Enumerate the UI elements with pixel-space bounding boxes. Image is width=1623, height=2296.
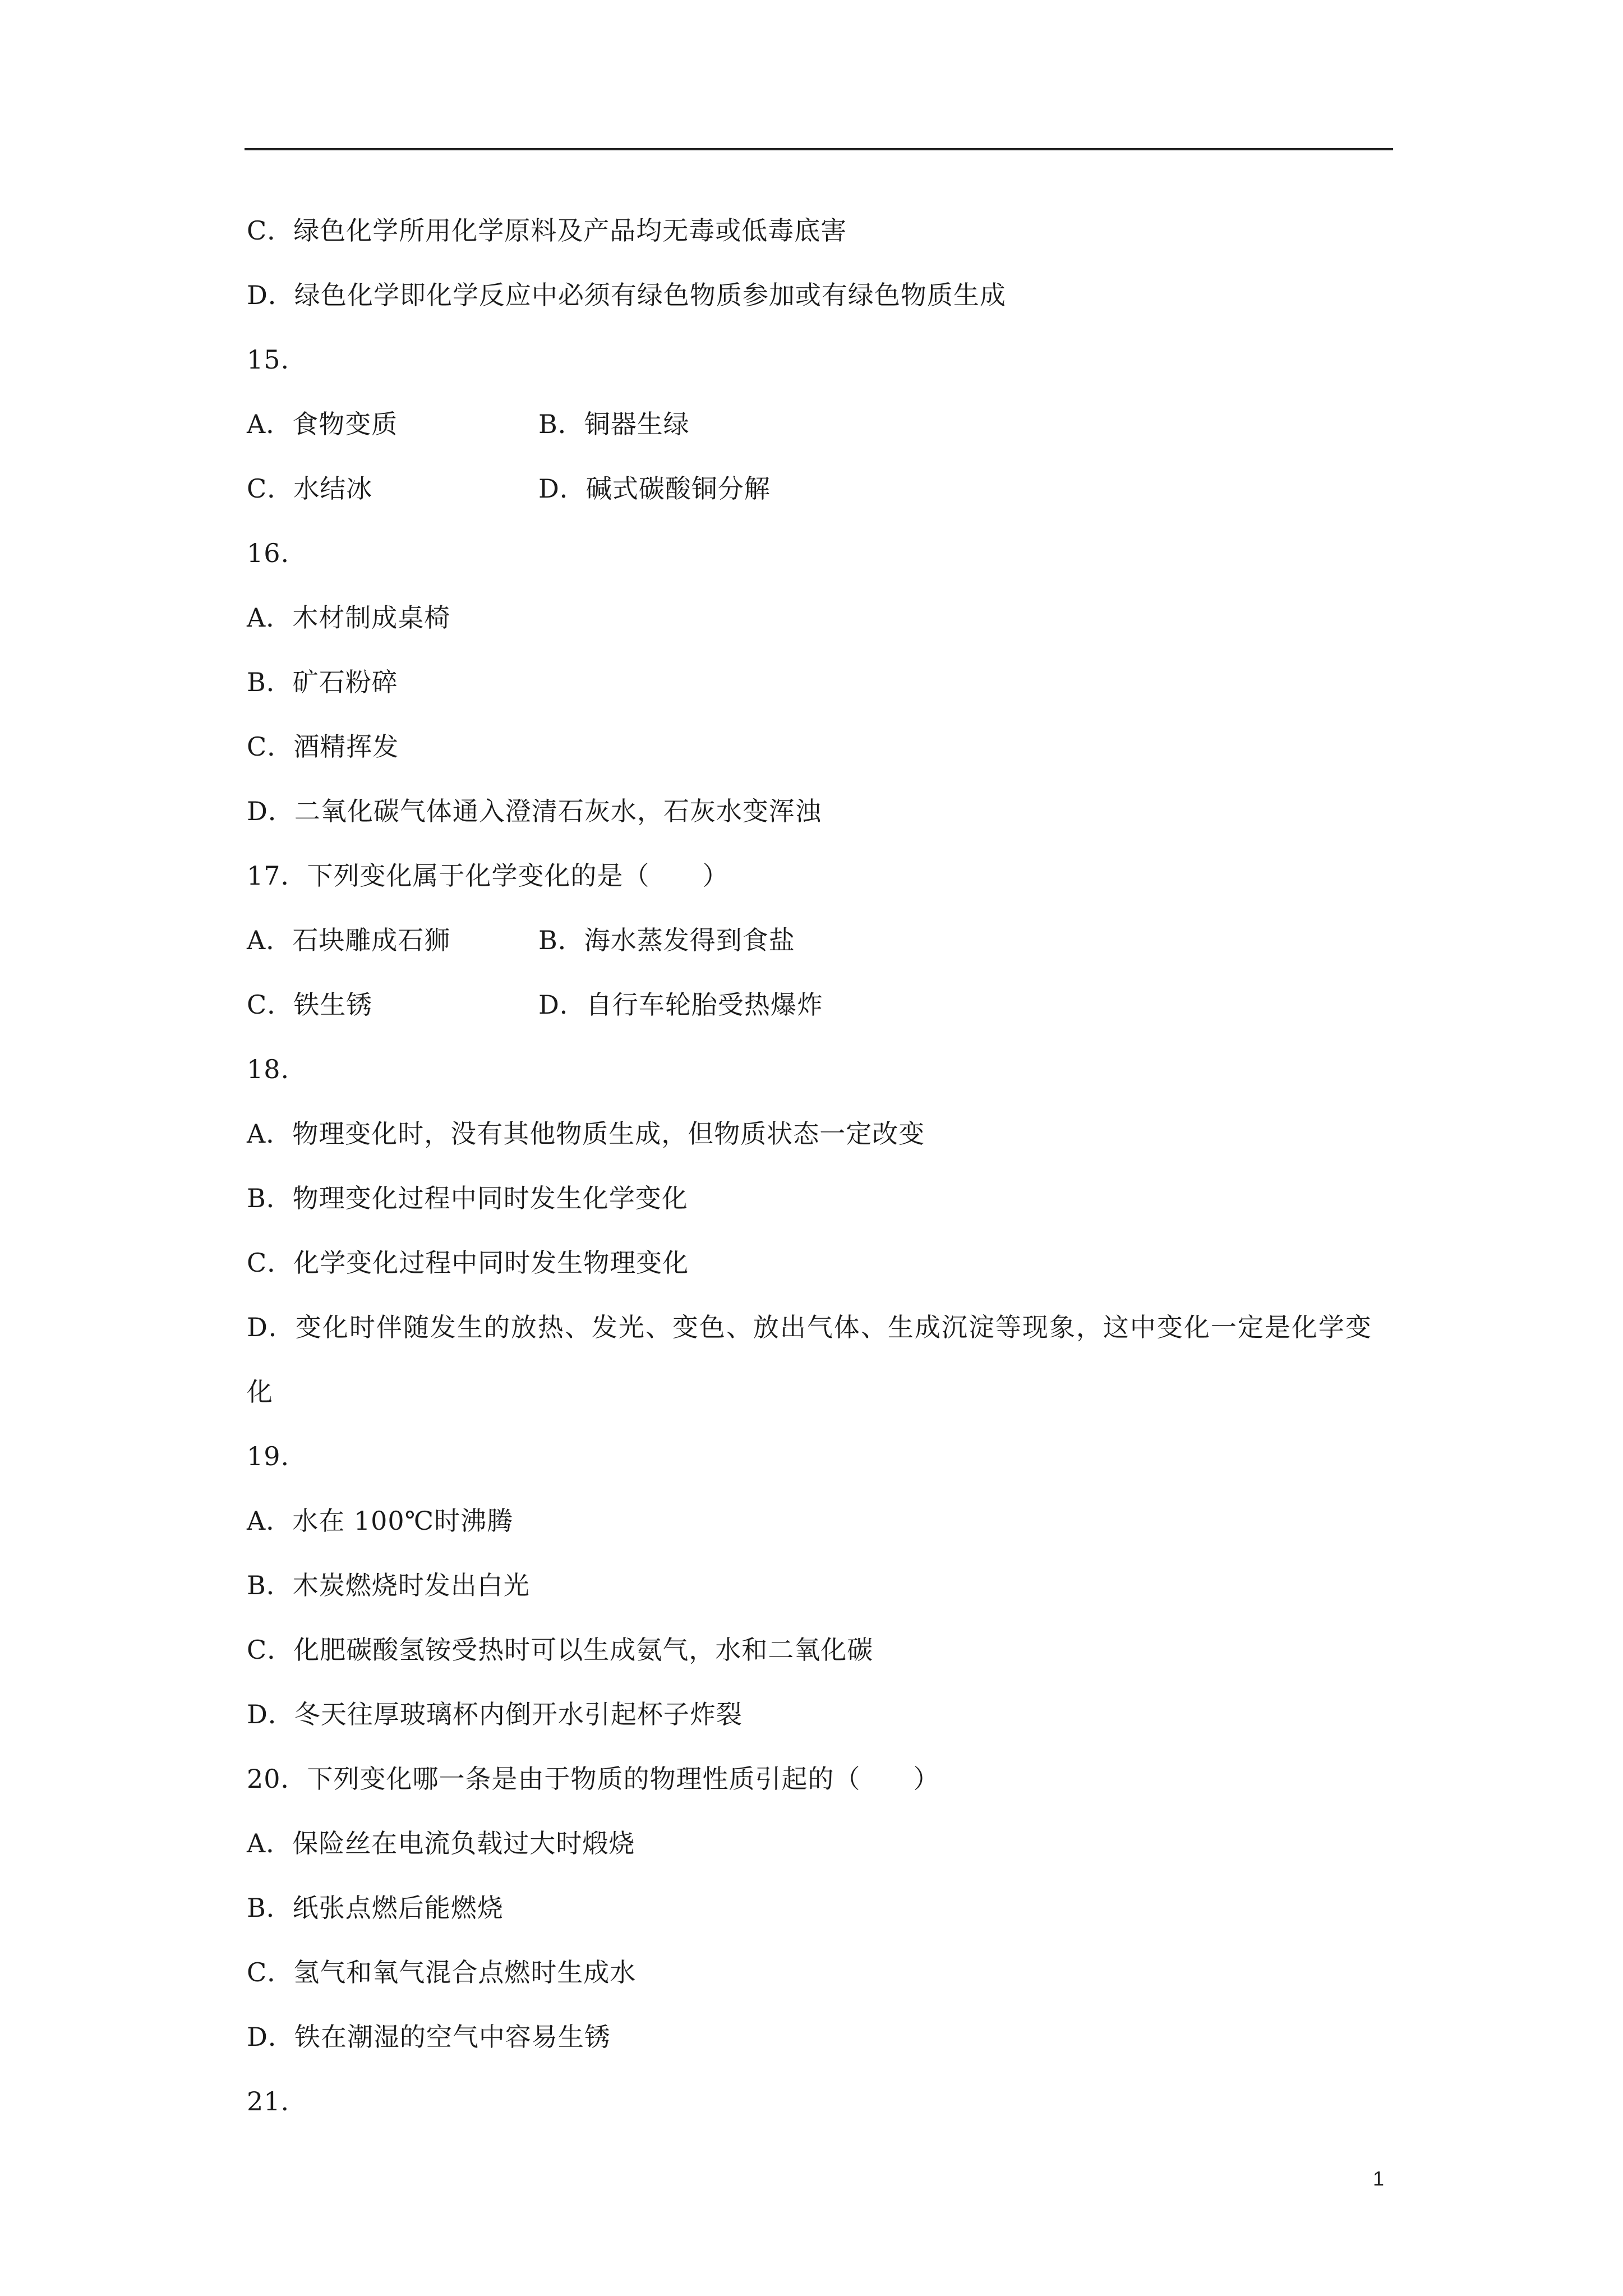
question-15-option-c: C．水结冰 bbox=[247, 473, 373, 504]
question-17-option-d: D．自行车轮胎受热爆炸 bbox=[538, 990, 823, 1020]
question-17-option-b: B．海水蒸发得到食盐 bbox=[538, 925, 795, 955]
question-20-stem: 20．下列变化哪一条是由于物质的物理性质引起的（ ） bbox=[247, 1764, 940, 1794]
question-21-number: 21. bbox=[247, 2086, 290, 2116]
question-18-option-b: B．物理变化过程中同时发生化学变化 bbox=[247, 1183, 688, 1213]
question-15-option-a: A．食物变质 bbox=[247, 409, 398, 439]
page-number: 1 bbox=[1373, 2167, 1385, 2190]
question-20-option-b: B．纸张点燃后能燃烧 bbox=[247, 1893, 504, 1923]
question-16-option-a: A．木材制成桌椅 bbox=[247, 602, 451, 633]
header-rule bbox=[245, 148, 1393, 150]
question-19-option-b: B．木炭燃烧时发出白光 bbox=[247, 1570, 530, 1600]
question-15-option-b: B．铜器生绿 bbox=[538, 409, 690, 439]
question-18-option-d: D．变化时伴随发生的放热、发光、变色、放出气体、生成沉淀等现象，这中变化一定是化学变化 bbox=[247, 1312, 1372, 1407]
question-16-option-c: C．酒精挥发 bbox=[247, 731, 399, 762]
question-16-option-d: D．二氧化碳气体通入澄清石灰水，石灰水变浑浊 bbox=[247, 796, 822, 826]
question-17-option-a: A．石块雕成石狮 bbox=[247, 925, 451, 955]
question-19-number: 19. bbox=[247, 1441, 290, 1471]
question-16-number: 16. bbox=[247, 538, 290, 568]
question-15-number: 15. bbox=[247, 344, 290, 375]
question-20-option-a: A．保险丝在电流负载过大时煅烧 bbox=[247, 1828, 635, 1858]
option-c-prev: C．绿色化学所用化学原料及产品均无毒或低毒底害 bbox=[247, 215, 847, 246]
question-20-option-d: D．铁在潮湿的空气中容易生锈 bbox=[247, 2022, 611, 2052]
question-15-option-d: D．碱式碳酸铜分解 bbox=[538, 473, 771, 504]
question-16-option-b: B．矿石粉碎 bbox=[247, 667, 398, 697]
question-18-number: 18. bbox=[247, 1054, 290, 1084]
question-19-option-c: C．化肥碳酸氢铵受热时可以生成氨气，水和二氧化碳 bbox=[247, 1635, 874, 1665]
option-d-prev: D．绿色化学即化学反应中必须有绿色物质参加或有绿色物质生成 bbox=[247, 280, 1006, 310]
question-17-stem: 17．下列变化属于化学变化的是（ ） bbox=[247, 861, 729, 891]
question-19-option-a: A．水在 100℃时沸腾 bbox=[247, 1506, 514, 1536]
question-18-option-c: C．化学变化过程中同时发生物理变化 bbox=[247, 1248, 689, 1278]
question-20-option-c: C．氢气和氧气混合点燃时生成水 bbox=[247, 1957, 637, 1987]
question-19-option-d: D．冬天往厚玻璃杯内倒开水引起杯子炸裂 bbox=[247, 1699, 743, 1729]
question-17-option-c: C．铁生锈 bbox=[247, 990, 373, 1020]
question-18-option-a: A．物理变化时，没有其他物质生成，但物质状态一定改变 bbox=[247, 1119, 925, 1149]
